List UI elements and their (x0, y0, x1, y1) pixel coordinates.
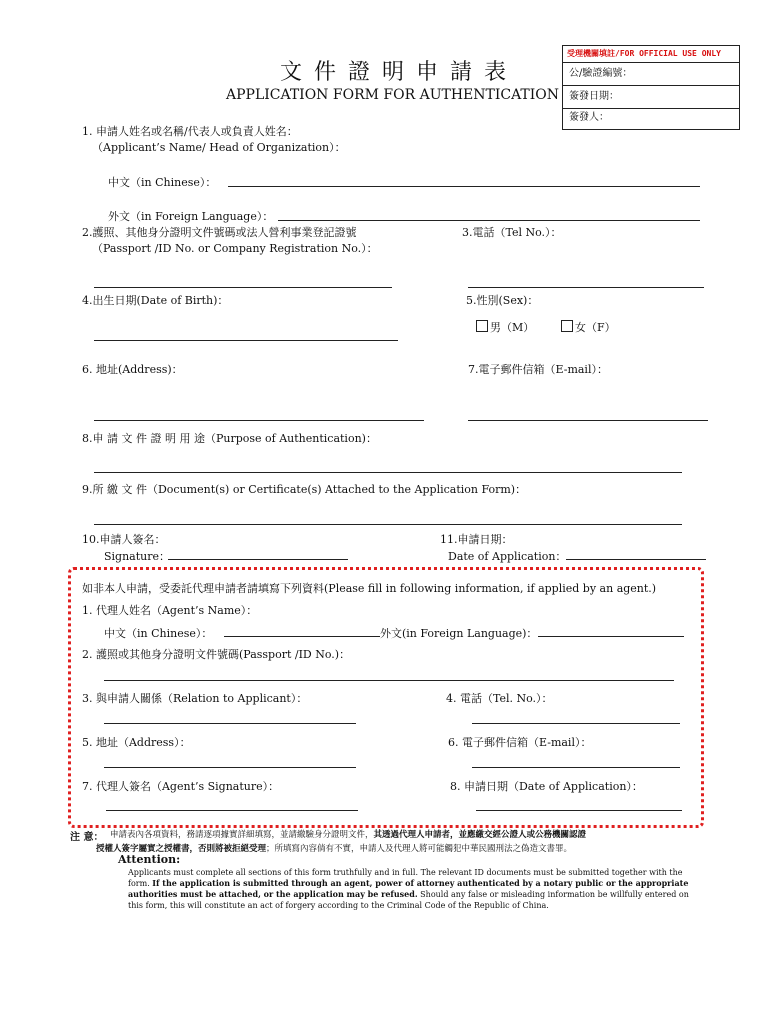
issuer-field: 簽發人： (563, 108, 739, 129)
form-title-english: APPLICATION FORM FOR AUTHENTICATION (226, 87, 560, 103)
issue-date-field: 簽發日期： (563, 85, 739, 108)
agent-email-field[interactable] (472, 767, 680, 768)
agent-address-label: 5. 地址（Address）： (82, 736, 191, 749)
tel-label: 3.電話（Tel No.）： (462, 226, 562, 239)
applicant-name-label-en: （Applicant’s Name/ Head of Organization）： (92, 141, 346, 154)
agent-signature-label: 7. 代理人簽名（Agent’s Signature）： (82, 780, 280, 793)
address-label: 6. 地址(Address)： (82, 363, 183, 376)
tel-field[interactable] (468, 287, 704, 288)
certificate-number-field: 公/驗證編號： (563, 62, 739, 85)
official-use-heading: 受理機關填註/FOR OFFICIAL USE ONLY (567, 49, 721, 58)
foreign-name-field[interactable] (278, 220, 700, 221)
attention-text-part-1: Applicants must complete all sections of this form truthfully and in full. The relevant ID documents must be submitted together with the form. (128, 868, 683, 888)
application-date-label-en: Date of Application： (448, 550, 567, 563)
chinese-name-label: 中文（in Chinese）： (108, 176, 217, 189)
applicant-signature-label: 10.申請人簽名： (82, 533, 166, 546)
email-label: 7.電子郵件信箱（E-mail）： (468, 363, 608, 376)
documents-attached-label: 9.所 繳 文 件（Document(s) or Certificate(s) Attached to the Application Form)： (82, 483, 527, 496)
agent-id-field[interactable] (104, 680, 674, 681)
applicant-signature-field[interactable] (168, 559, 348, 560)
attention-text-part-2: Should any false or misleading information be willfully entered on this form, this will constitute an act of forgery according to the Criminal Code of the Republic of China. (128, 890, 689, 910)
foreign-name-label: 外文（in Foreign Language）： (108, 210, 274, 223)
attention-label: Attention: (118, 853, 181, 866)
chinese-name-field[interactable] (228, 186, 700, 187)
agent-foreign-name-field[interactable] (538, 636, 684, 637)
attention-text-emphasis: If the application is submitted through an agent, power of attorney authenticated by a notary public or the appropriate authorities must be attached, or the application may be refused. (128, 878, 689, 899)
agent-address-field[interactable] (104, 767, 356, 768)
male-option[interactable] (476, 319, 534, 335)
notice-line-2-text: ；所填寫內容倘有不實，申請人及代理人將可能觸犯中華民國刑法之偽造文書罪。 (266, 844, 573, 854)
date-of-birth-label: 4.出生日期(Date of Birth)： (82, 294, 229, 307)
date-of-birth-field[interactable] (94, 340, 398, 341)
agent-tel-field[interactable] (472, 723, 680, 724)
attention-text (128, 867, 698, 911)
female-option-label: 女（F） (575, 321, 616, 334)
female-option[interactable] (561, 319, 616, 335)
passport-id-label: 2.護照、其他身分證明文件號碼或法人營利事業登記證號 (82, 226, 357, 239)
form-title-chinese: 文件證明申請表 (280, 60, 519, 85)
agent-email-label: 6. 電子郵件信箱（E-mail）： (448, 736, 592, 749)
notice-label: 注 意： (70, 832, 104, 843)
agent-relation-field[interactable] (104, 723, 356, 724)
applicant-signature-label-en: Signature： (104, 550, 171, 563)
sex-label: 5.性別(Sex)： (466, 294, 539, 307)
agent-application-date-label: 8. 申請日期（Date of Application）： (450, 780, 643, 793)
passport-id-label-en: （Passport /ID No. or Company Registration No.）： (92, 242, 378, 255)
notice-line-2-emphasis: 授權人簽字屬實之授權書，否則將被拒絕受理 (96, 844, 267, 854)
agent-relation-label: 3. 與申請人關係（Relation to Applicant）： (82, 692, 308, 705)
application-date-label: 11.申請日期： (440, 533, 513, 546)
female-checkbox[interactable] (561, 320, 573, 332)
notice-line-1-emphasis: 其透過代理人申請者，並應繳交經公證人或公務機關認證 (373, 830, 587, 840)
agent-foreign-name-label: 外文(in Foreign Language)： (380, 627, 538, 640)
male-checkbox[interactable] (476, 320, 488, 332)
application-date-field[interactable] (566, 559, 706, 560)
agent-id-label: 2. 護照或其他身分證明文件號碼(Passport /ID No.)： (82, 648, 351, 661)
agent-chinese-name-label: 中文（in Chinese）： (104, 627, 213, 640)
email-field[interactable] (468, 420, 708, 421)
applicant-name-label: 1. 申請人姓名或名稱/代表人或負責人姓名： (82, 125, 298, 138)
agent-section-intro: 如非本人申請，受委託代理申請者請填寫下列資料(Please fill in following information, if applied by an agent.) (82, 582, 657, 595)
purpose-field[interactable] (94, 472, 682, 473)
purpose-label: 8.申 請 文 件 證 明 用 途（Purpose of Authentication)： (82, 432, 377, 445)
male-option-label: 男（M） (490, 321, 535, 334)
passport-id-field[interactable] (94, 287, 392, 288)
official-use-box (562, 45, 740, 130)
agent-signature-field[interactable] (106, 810, 358, 811)
agent-name-label: 1. 代理人姓名（Agent’s Name）： (82, 604, 258, 617)
notice-line-1-text: 申請表內各項資料，務請逐項據實詳細填寫，並請繳驗身分證明文件， (110, 830, 374, 840)
agent-chinese-name-field[interactable] (224, 636, 380, 637)
agent-application-date-field[interactable] (476, 810, 682, 811)
documents-attached-field[interactable] (94, 524, 682, 525)
address-field[interactable] (94, 420, 424, 421)
agent-tel-label: 4. 電話（Tel. No.）： (446, 692, 553, 705)
notice-line-1 (110, 828, 586, 842)
